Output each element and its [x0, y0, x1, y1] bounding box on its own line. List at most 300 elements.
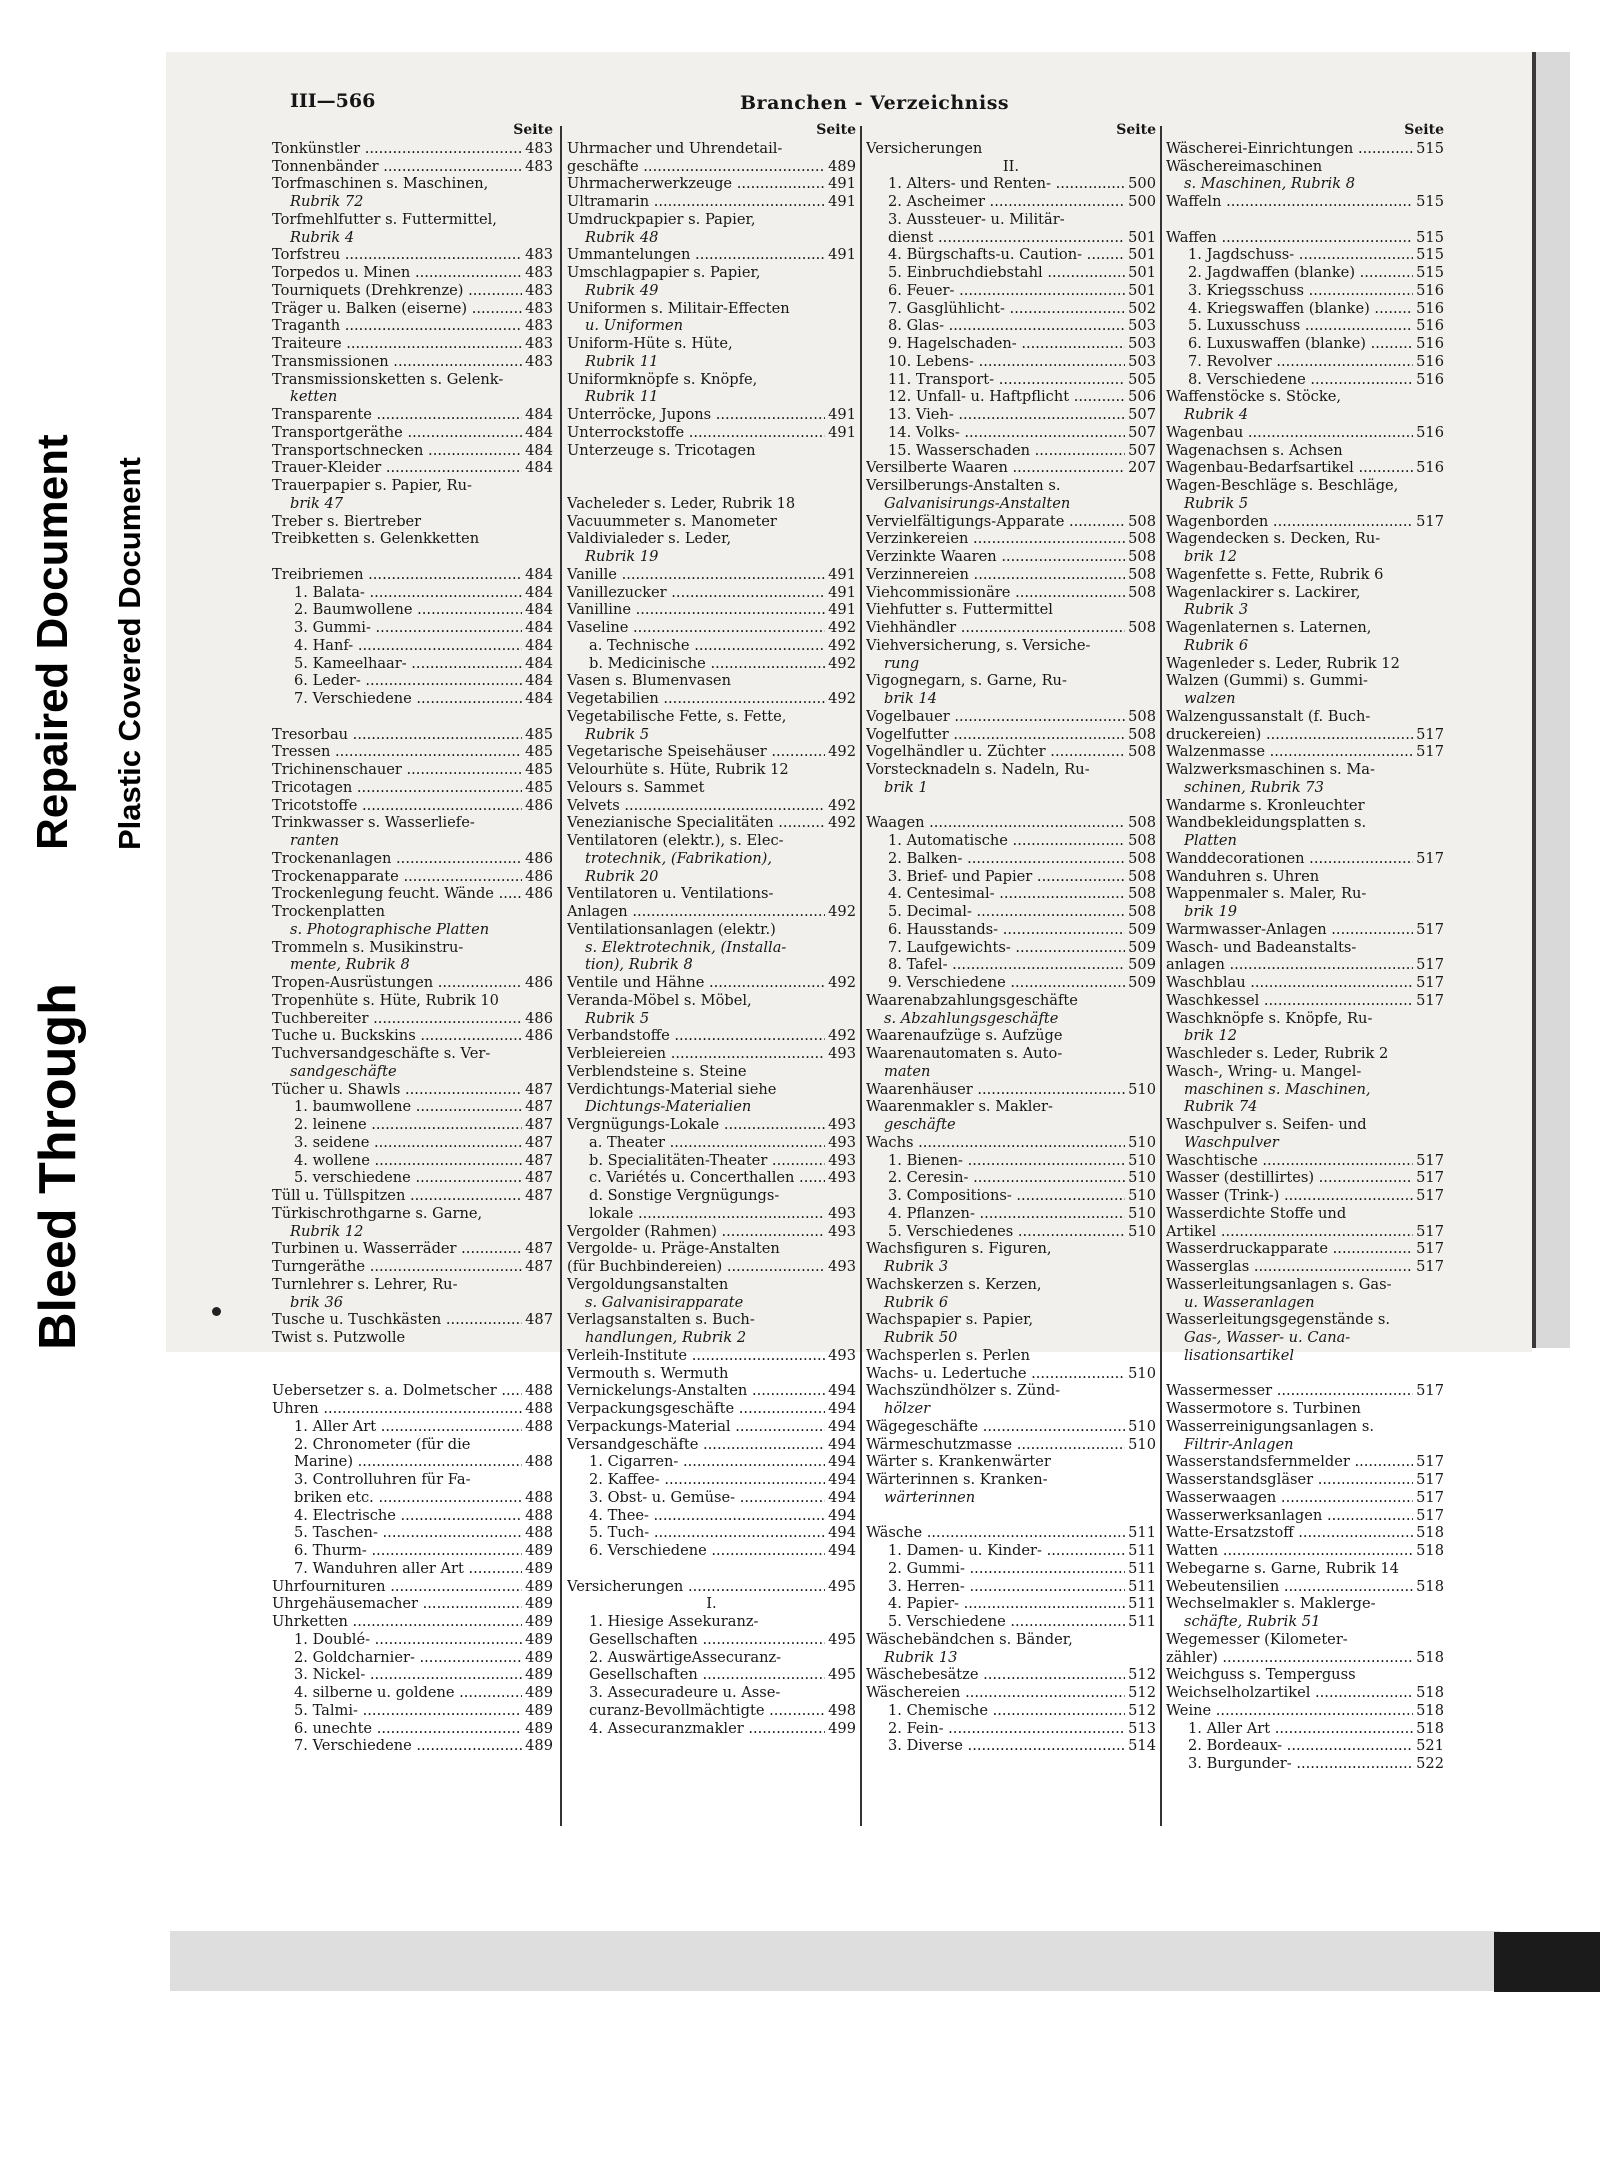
entry-page-number: 495 — [828, 1666, 856, 1684]
index-subentry — [567, 1507, 856, 1525]
entry-name: 2. Goldcharnier- ..... — [294, 1649, 522, 1667]
index-subentry — [1166, 282, 1444, 300]
index-entry — [567, 1027, 856, 1045]
entry-name: 13. Vieh- ..... — [888, 406, 1125, 424]
entry-page-number: 510 — [1128, 1133, 1156, 1151]
index-entry — [1166, 1649, 1444, 1667]
entry-name: Traganth ..... — [272, 317, 522, 335]
index-entry — [567, 619, 856, 637]
entry-continuation: mente, Rubrik 8 — [290, 956, 410, 974]
plastic-covered-document-label: Plastic Covered Document — [112, 457, 147, 850]
entry-name: anlagen ..... — [1166, 956, 1413, 974]
entry-name: Tricotstoffe ..... — [272, 797, 522, 815]
entry-name: Weine ..... — [1166, 1702, 1413, 1720]
entry-page-number: 485 — [525, 725, 553, 743]
entry-lead: Wagenlaternen s. Laternen, — [1166, 619, 1372, 636]
entry-continuation: u. Uniformen — [585, 317, 684, 335]
entry-name: Waschkessel ..... — [1166, 992, 1413, 1010]
entry-page-number: 516 — [1416, 459, 1444, 477]
entry-name: Marine) ..... — [294, 1453, 522, 1471]
index-subentry — [567, 655, 856, 673]
bleed-through-label: Bleed Through — [29, 983, 87, 1350]
index-subentry — [866, 1702, 1156, 1720]
entry-name: Artikel ..... — [1166, 1223, 1413, 1241]
entry-name: 3. Burgunder- ..... — [1188, 1755, 1413, 1773]
entry-page-number: 483 — [525, 157, 553, 175]
index-entry — [1166, 1542, 1444, 1560]
index-subentry — [272, 1152, 553, 1170]
index-entry — [1166, 1684, 1444, 1702]
entry-page-number: 508 — [1128, 849, 1156, 867]
entry-page-number: 508 — [1128, 885, 1156, 903]
entry-lead: Wanduhren s. Uhren — [1166, 867, 1320, 885]
index-entry — [272, 1382, 553, 1400]
entry-name: lokale ..... — [589, 1205, 825, 1223]
entry-page-number: 492 — [828, 743, 856, 761]
entry-lead: Wagenachsen s. Achsen — [1166, 441, 1343, 459]
entry-name: 5. Einbruchdiebstahl ..... — [888, 264, 1125, 282]
entry-page-number: 489 — [525, 1577, 553, 1595]
entry-continuation: Rubrik 74 — [1184, 1098, 1258, 1116]
index-subentry — [866, 832, 1156, 850]
index-subentry — [567, 1720, 856, 1738]
index-entry — [1166, 1258, 1444, 1276]
index-subentry — [272, 1489, 553, 1507]
entry-page-number: 484 — [525, 565, 553, 583]
index-subentry — [866, 1595, 1156, 1613]
entry-page-number: 508 — [1128, 565, 1156, 583]
entry-page-number: 498 — [828, 1701, 856, 1719]
entry-continuation: brik 12 — [1184, 1027, 1238, 1045]
entry-page-number: 514 — [1128, 1737, 1156, 1755]
entry-page-number: 500 — [1128, 175, 1156, 193]
entry-continuation: Rubrik 6 — [884, 1293, 949, 1311]
entry-name: Uhrketten ..... — [272, 1613, 522, 1631]
index-entry — [272, 797, 553, 815]
index-subentry — [272, 1649, 553, 1667]
entry-name: Wasserglas ..... — [1166, 1258, 1413, 1276]
index-entry — [567, 1045, 856, 1063]
entry-name: Verleih-Institute ..... — [567, 1347, 825, 1365]
entry-continuation: Rubrik 6 — [1184, 636, 1249, 654]
entry-name: Verzinnereien ..... — [866, 566, 1125, 584]
entry-page-number: 492 — [828, 619, 856, 636]
entry-page-number: 489 — [525, 1559, 553, 1577]
entry-continuation: hölzer — [884, 1400, 931, 1417]
entry-continuation: maten — [884, 1062, 931, 1080]
index-subentry — [866, 1152, 1156, 1170]
entry-name: 3. seidene ..... — [294, 1134, 522, 1152]
entry-page-number: 516 — [1416, 423, 1444, 441]
index-entry — [1166, 459, 1444, 477]
entry-name: 4. wollene ..... — [294, 1152, 522, 1170]
index-entry — [1166, 921, 1444, 939]
scan-corner-shadow — [1494, 1932, 1600, 1992]
entry-lead: Wachspapier s. Papier, — [866, 1311, 1034, 1329]
entry-name: Waschtische ..... — [1166, 1152, 1413, 1170]
entry-page-number: 494 — [828, 1488, 856, 1506]
entry-page-number: 485 — [525, 778, 553, 796]
index-column-3 — [866, 122, 1156, 1755]
index-entry — [866, 1365, 1156, 1383]
entry-page-number: 515 — [1416, 246, 1444, 264]
entry-name: 2. Fein- ..... — [888, 1720, 1125, 1738]
entry-name: 7. Verschiedene ..... — [294, 690, 522, 708]
entry-name: Vogelhändler u. Züchter ..... — [866, 743, 1125, 761]
index-entry — [1166, 1702, 1444, 1720]
index-entry — [272, 442, 553, 460]
index-subentry — [866, 442, 1156, 460]
entry-name: Vaseline ..... — [567, 619, 825, 637]
entry-name: b. Medicinische ..... — [589, 655, 825, 673]
seite-heading: Seite — [1404, 122, 1444, 138]
entry-page-number: 521 — [1416, 1737, 1444, 1755]
entry-name: 2. Kaffee- ..... — [589, 1471, 825, 1489]
index-entry — [1166, 1187, 1444, 1205]
entry-page-number: 518 — [1416, 1701, 1444, 1719]
page-title: Branchen - Verzeichniss — [740, 92, 1010, 114]
entry-lead: Vorstecknadeln s. Nadeln, Ru- — [866, 761, 1090, 778]
index-subentry — [567, 1453, 856, 1471]
entry-lead: Wasserdichte Stoffe und — [1166, 1204, 1347, 1222]
entry-name: 11. Transport- ..... — [888, 371, 1125, 389]
entry-page-number: 494 — [828, 1524, 856, 1542]
index-entry — [567, 1347, 856, 1365]
entry-name: 7. Verschiedene ..... — [294, 1737, 522, 1755]
entry-name: Tuchbereiter ..... — [272, 1010, 522, 1028]
entry-name: 8. Glas- ..... — [888, 317, 1125, 335]
entry-page-number: 509 — [1128, 974, 1156, 991]
entry-name: Wagenborden ..... — [1166, 513, 1413, 531]
index-subentry — [866, 335, 1156, 353]
entry-page-number: 493 — [828, 1204, 856, 1222]
entry-page-number: 508 — [1128, 619, 1156, 636]
entry-name: Uhren ..... — [272, 1400, 522, 1418]
entry-continuation: u. Wasseranlagen — [1184, 1293, 1315, 1311]
entry-name: Wasserstandsfernmelder ..... — [1166, 1453, 1413, 1471]
entry-name: Tusche u. Tuschkästen ..... — [272, 1311, 522, 1329]
entry-continuation: Filtrir-Anlagen — [1184, 1435, 1294, 1453]
entry-name: Unterrockstoffe ..... — [567, 424, 825, 442]
entry-lead: Waffenstöcke s. Stöcke, — [1166, 388, 1341, 406]
entry-page-number: 484 — [525, 601, 553, 619]
entry-name: Wanddecorationen ..... — [1166, 850, 1413, 868]
index-entry — [567, 1578, 856, 1596]
entry-page-number: 510 — [1128, 1364, 1156, 1382]
entry-name: 4. Centesimal- ..... — [888, 885, 1125, 903]
entry-name: Tresorbau ..... — [272, 726, 522, 744]
entry-name: Unterröcke, Jupons ..... — [567, 406, 825, 424]
entry-name: Verzinkereien ..... — [866, 530, 1125, 548]
entry-lead: Wechselmakler s. Maklerge- — [1166, 1595, 1376, 1613]
entry-page-number: 502 — [1128, 299, 1156, 317]
entry-lead: Waarenabzahlungsgeschäfte — [866, 991, 1078, 1009]
entry-lead: Uniformknöpfe s. Knöpfe, — [567, 370, 758, 388]
page-number: III—566 — [290, 90, 376, 112]
index-subentry — [866, 974, 1156, 992]
entry-lead: 1. Hiesige Assekuranz- — [589, 1613, 759, 1630]
index-entry — [567, 1258, 856, 1276]
index-entry — [272, 459, 553, 477]
entry-lead: Wachsfiguren s. Figuren, — [866, 1240, 1052, 1258]
entry-name: 4. Bürgschafts-u. Caution- ..... — [888, 246, 1125, 264]
entry-continuation: trotechnik, (Fabrikation), — [585, 849, 772, 867]
index-subentry — [866, 388, 1156, 406]
entry-page-number: 488 — [525, 1417, 553, 1435]
entry-lead: Waschknöpfe s. Knöpfe, Ru- — [1166, 1009, 1373, 1027]
index-subentry — [272, 672, 553, 690]
entry-lead: Wandarme s. Kronleuchter — [1166, 796, 1365, 814]
entry-continuation: Rubrik 20 — [585, 867, 659, 885]
entry-name: Waschblau ..... — [1166, 974, 1413, 992]
index-entry — [866, 743, 1156, 761]
entry-name: 6. unechte ..... — [294, 1720, 522, 1738]
entry-lead: Trommeln s. Musikinstru- — [272, 938, 464, 956]
entry-lead: Wagendecken s. Decken, Ru- — [1166, 530, 1381, 548]
entry-name: Träger u. Balken (eiserne) ..... — [272, 300, 522, 318]
index-entry — [567, 1436, 856, 1454]
entry-page-number: 507 — [1128, 406, 1156, 423]
spacer — [1166, 1365, 1444, 1383]
entry-page-number: 487 — [525, 1116, 553, 1133]
entry-name: Gesellschaften ..... — [589, 1666, 825, 1684]
index-subentry — [866, 246, 1156, 264]
entry-page-number: 518 — [1416, 1719, 1444, 1737]
entry-page-number: 510 — [1128, 1435, 1156, 1453]
index-column-1 — [272, 122, 553, 1755]
entry-page-number: 484 — [525, 441, 553, 459]
index-entry — [1166, 513, 1444, 531]
index-entry — [1166, 974, 1444, 992]
entry-name: 3. Brief- und Papier ..... — [888, 868, 1125, 886]
entry-name: Velvets ..... — [567, 797, 825, 815]
index-entry — [567, 584, 856, 602]
spacer — [567, 1560, 856, 1578]
entry-page-number: 511 — [1128, 1595, 1156, 1613]
entry-page-number: 492 — [828, 814, 856, 832]
entry-page-number: 510 — [1128, 1169, 1156, 1187]
entry-name: Tuche u. Buckskins ..... — [272, 1027, 522, 1045]
entry-name: c. Variétés u. Concerthallen ..... — [589, 1169, 825, 1187]
entry-continuation: Waschpulver — [1184, 1133, 1279, 1151]
entry-page-number: 508 — [1128, 903, 1156, 920]
entry-page-number: 516 — [1416, 352, 1444, 370]
entry-page-number: 509 — [1128, 938, 1156, 956]
entry-page-number: 494 — [828, 1542, 856, 1559]
index-entry — [272, 246, 553, 264]
entry-lead: Waarenautomaten s. Auto- — [866, 1045, 1063, 1062]
entry-continuation: Rubrik 50 — [884, 1329, 958, 1346]
entry-name: Wagenbau ..... — [1166, 424, 1413, 442]
entry-page-number: 487 — [525, 1311, 553, 1329]
entry-lead: Uhrmacher und Uhrendetail- — [567, 139, 783, 157]
side-labels-panel — [0, 50, 170, 1380]
entry-lead: Turnlehrer s. Lehrer, Ru- — [272, 1275, 458, 1293]
entry-page-number: 488 — [525, 1400, 553, 1417]
spacer — [567, 459, 856, 477]
entry-continuation: rung — [884, 654, 920, 672]
index-entry — [567, 1223, 856, 1241]
entry-page-number: 484 — [525, 636, 553, 654]
entry-page-number: 483 — [525, 246, 553, 264]
index-entry — [1166, 1471, 1444, 1489]
entry-lead: Wappenmaler s. Maler, Ru- — [1166, 885, 1367, 903]
entry-name: 4. Assecuranzmakler ..... — [589, 1720, 825, 1738]
entry-continuation: brik 36 — [290, 1293, 344, 1311]
entry-page-number: 518 — [1416, 1648, 1444, 1666]
entry-page-number: 517 — [1416, 956, 1444, 974]
entry-lead: Walzengussanstalt (f. Buch- — [1166, 707, 1371, 725]
entry-page-number: 483 — [525, 264, 553, 281]
entry-continuation: ketten — [290, 388, 338, 406]
entry-page-number: 506 — [1128, 388, 1156, 406]
entry-lead: Trauerpapier s. Papier, Ru- — [272, 477, 472, 494]
entry-lead: Vasen s. Blumenvasen — [567, 672, 731, 690]
entry-name: Tücher u. Shawls ..... — [272, 1081, 522, 1099]
entry-continuation: Rubrik 11 — [585, 388, 659, 406]
entry-continuation: walzen — [1184, 690, 1236, 707]
entry-name: Waarenhäuser ..... — [866, 1081, 1125, 1099]
index-entry — [567, 690, 856, 708]
entry-page-number: 515 — [1416, 139, 1444, 157]
entry-name: 5. Verschiedene ..... — [888, 1613, 1125, 1631]
entry-page-number: 511 — [1128, 1613, 1156, 1630]
entry-name: Tonnenbänder ..... — [272, 158, 522, 176]
entry-name: Verbleiereien ..... — [567, 1045, 825, 1063]
entry-lead: Wasserreinigungsanlagen s. — [1166, 1417, 1374, 1435]
entry-name: 15. Wasserschaden ..... — [888, 442, 1125, 460]
entry-page-number: 517 — [1416, 1258, 1444, 1275]
index-entry — [567, 974, 856, 992]
index-subentry — [272, 1098, 553, 1116]
entry-name: 3. Obst- u. Gemüse- ..... — [589, 1489, 825, 1507]
entry-lead: Walzwerksmaschinen s. Ma- — [1166, 761, 1375, 778]
entry-page-number: 489 — [525, 1630, 553, 1648]
entry-lead: Vacuummeter s. Manometer — [567, 512, 777, 530]
section-numeral: I. — [706, 1595, 717, 1613]
index-subentry — [1166, 1737, 1444, 1755]
entry-page-number: 507 — [1128, 441, 1156, 459]
entry-name: 1. Aller Art ..... — [1188, 1720, 1413, 1738]
index-entry — [1166, 956, 1444, 974]
entry-continuation: s. Abzahlungsgeschäfte — [884, 1009, 1059, 1027]
entry-page-number: 488 — [525, 1506, 553, 1524]
entry-lead: Viehfutter s. Futtermittel — [866, 601, 1053, 619]
entry-name: zähler) ..... — [1166, 1649, 1413, 1667]
entry-lead: Wagen-Beschläge s. Beschläge, — [1166, 477, 1399, 494]
entry-name: Vogelfutter ..... — [866, 726, 1125, 744]
index-entry — [1166, 1453, 1444, 1471]
entry-name: Weichselholzartikel ..... — [1166, 1684, 1413, 1702]
entry-name: 1. Bienen- ..... — [888, 1152, 1125, 1170]
index-entry — [1166, 1507, 1444, 1525]
entry-name: 3. Kriegsschuss ..... — [1188, 282, 1413, 300]
index-entry — [272, 317, 553, 335]
entry-page-number: 487 — [525, 1098, 553, 1116]
index-subentry — [1166, 371, 1444, 389]
entry-name: 1. Doublé- ..... — [294, 1631, 522, 1649]
entry-name: Wäscherei-Einrichtungen ..... — [1166, 140, 1413, 158]
entry-name: Wäsche ..... — [866, 1524, 1125, 1542]
entry-lead: Wagenleder s. Leder, Rubrik 12 — [1166, 654, 1400, 672]
entry-page-number: 513 — [1128, 1719, 1156, 1737]
entry-name: Trichinenschauer ..... — [272, 761, 522, 779]
index-entry — [1166, 140, 1444, 158]
entry-page-number: 518 — [1416, 1684, 1444, 1701]
entry-page-number: 491 — [828, 423, 856, 441]
entry-page-number: 486 — [525, 1009, 553, 1027]
entry-name: Ventile und Hähne ..... — [567, 974, 825, 992]
index-subentry — [567, 1524, 856, 1542]
entry-name: 4. silberne u. goldene ..... — [294, 1684, 522, 1702]
index-subentry — [866, 1187, 1156, 1205]
entry-page-number: 207 — [1128, 459, 1156, 477]
index-subentry — [866, 939, 1156, 957]
entry-name: 7. Gasglühlicht- ..... — [888, 300, 1125, 318]
entry-page-number: 489 — [525, 1701, 553, 1719]
entry-page-number: 517 — [1416, 849, 1444, 867]
entry-lead: 3. Aussteuer- u. Militär- — [888, 210, 1065, 228]
entry-continuation: Rubrik 13 — [884, 1648, 958, 1666]
entry-page-number: 501 — [1128, 228, 1156, 246]
index-subentry — [272, 1418, 553, 1436]
index-entry — [567, 175, 856, 193]
entry-lead: Vergoldungsanstalten — [567, 1275, 729, 1293]
entry-name: Wachs- u. Ledertuche ..... — [866, 1365, 1125, 1383]
entry-name: 8. Tafel- ..... — [888, 956, 1125, 974]
entry-continuation: Rubrik 4 — [1184, 406, 1249, 423]
entry-page-number: 494 — [828, 1471, 856, 1488]
entry-name: Viehhändler ..... — [866, 619, 1125, 637]
entry-lead: Verlagsanstalten s. Buch- — [567, 1311, 755, 1329]
entry-page-number: 517 — [1416, 1222, 1444, 1240]
index-subentry — [866, 885, 1156, 903]
index-entry — [866, 459, 1156, 477]
index-subentry — [866, 868, 1156, 886]
entry-name: Wasser (destillirtes) ..... — [1166, 1169, 1413, 1187]
entry-page-number: 510 — [1128, 1187, 1156, 1204]
entry-name: Turngeräthe ..... — [272, 1258, 522, 1276]
entry-page-number: 516 — [1416, 299, 1444, 317]
spacer — [866, 1507, 1156, 1525]
index-subentry — [272, 1720, 553, 1738]
entry-lead: Wärter s. Krankenwärter — [866, 1453, 1051, 1471]
entry-name: 10. Lebens- ..... — [888, 353, 1125, 371]
entry-page-number: 483 — [525, 335, 553, 352]
entry-page-number: 508 — [1128, 512, 1156, 530]
entry-name: 7. Laufgewichts- ..... — [888, 939, 1125, 957]
entry-name: Versicherungen ..... — [567, 1578, 825, 1596]
index-entry — [1166, 992, 1444, 1010]
index-subentry — [272, 1631, 553, 1649]
entry-name: Transmissionen ..... — [272, 353, 522, 371]
entry-name: 2. Balken- ..... — [888, 850, 1125, 868]
index-subentry — [866, 229, 1156, 247]
entry-lead: Walzen (Gummi) s. Gummi- — [1166, 672, 1368, 690]
index-entry — [272, 1595, 553, 1613]
entry-name: Treibriemen ..... — [272, 566, 522, 584]
entry-page-number: 486 — [525, 885, 553, 903]
entry-page-number: 508 — [1128, 530, 1156, 548]
entry-lead: Twist s. Putzwolle — [272, 1329, 406, 1346]
entry-page-number: 491 — [828, 193, 856, 210]
index-subentry — [1166, 353, 1444, 371]
index-entry — [1166, 743, 1444, 761]
index-entry — [567, 424, 856, 442]
entry-continuation: brik 12 — [1184, 548, 1238, 565]
index-entry — [1166, 1169, 1444, 1187]
entry-name: Verbandstoffe ..... — [567, 1027, 825, 1045]
